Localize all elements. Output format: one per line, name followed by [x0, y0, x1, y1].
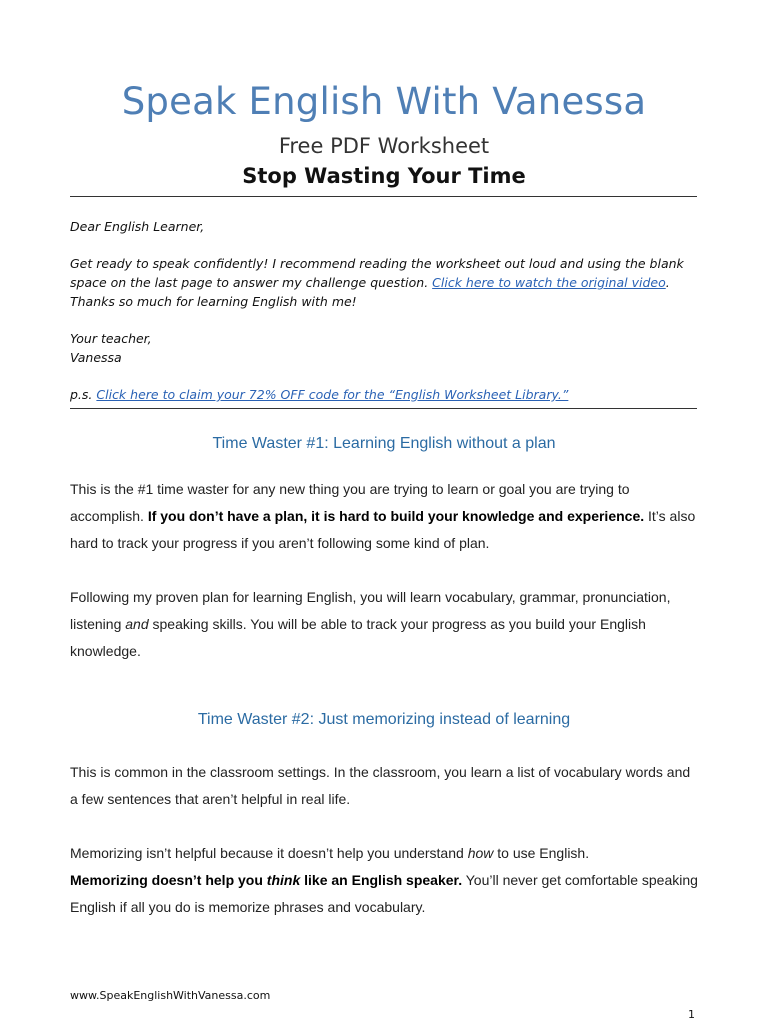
letter-signoff: Your teacher, — [70, 331, 152, 346]
s1p1-end: It’s also hard to track your progress if you aren’t following some kind of plan. — [70, 508, 696, 551]
section-1-paragraph-1 — [70, 476, 700, 557]
discount-code-link[interactable]: Click here to claim your 72% OFF code for the “English Worksheet Library.” — [96, 387, 569, 402]
letter-body-end: . Thanks so much for learning English with me! — [70, 275, 670, 309]
s2p2-bold-a: Memorizing doesn’t help you — [70, 872, 263, 888]
s1p2-italic: and — [125, 616, 149, 632]
section-2-paragraph-1 — [70, 759, 700, 813]
s1p2-end: speaking skills. You will be able to track your progress as you build your English knowledge. — [70, 616, 646, 659]
s2p1-text: This is common in the classroom settings. In the classroom, you learn a list of vocabulary words and a few sentences that aren’t helpful in real life. — [70, 764, 691, 807]
s2p2-italic: how — [467, 845, 494, 861]
letter-greeting: Dear English Learner, — [70, 219, 205, 234]
s2p2-end: You’ll never get comfortable speaking English if all you do is memorize phrases and vocabulary. — [70, 872, 698, 915]
letter-body-text: Get ready to speak confidently! I recommend reading the worksheet out loud and using the blank space on the last page to answer my challenge question. — [70, 256, 684, 290]
section-heading-1: Time Waster #1: Learning English without a plan — [212, 435, 556, 452]
section-1-paragraph-2 — [70, 584, 700, 665]
watch-video-link[interactable]: Click here to watch the original video — [432, 275, 666, 290]
header-divider — [70, 196, 697, 197]
section-2-paragraph-2 — [70, 840, 700, 921]
s2p2-mid: to use English. — [497, 845, 590, 861]
intro-letter — [70, 217, 697, 404]
page-number: 1 — [688, 1008, 695, 1021]
s1p1-text: This is the #1 time waster for any new thing you are trying to learn or goal you are trying to accomplish. — [70, 481, 630, 524]
letter-ps — [70, 385, 697, 404]
brand-title: Speak English With Vanessa — [121, 80, 647, 123]
s2p2-bold-italic: think — [266, 872, 301, 888]
section-heading-2: Time Waster #2: Just memorizing instead of learning — [197, 711, 571, 728]
worksheet-subtitle: Free PDF Worksheet — [278, 134, 490, 158]
letter-divider — [70, 408, 697, 409]
page-title: Stop Wasting Your Time — [242, 164, 526, 188]
s1p2-text: Following my proven plan for learning English, you will learn vocabulary, grammar, pronunciation, listening — [70, 589, 671, 632]
s1p1-bold: If you don’t have a plan, it is hard to build your knowledge and experience. — [147, 508, 645, 524]
letter-signature: Vanessa — [70, 350, 122, 365]
letter-body — [70, 254, 697, 311]
footer-url: www.SpeakEnglishWithVanessa.com — [70, 989, 271, 1002]
s2p2-text: Memorizing isn’t helpful because it doesn’t help you understand — [70, 845, 464, 861]
ps-label: p.s. — [70, 387, 93, 402]
s2p2-bold-b: like an English speaker. — [304, 872, 463, 888]
